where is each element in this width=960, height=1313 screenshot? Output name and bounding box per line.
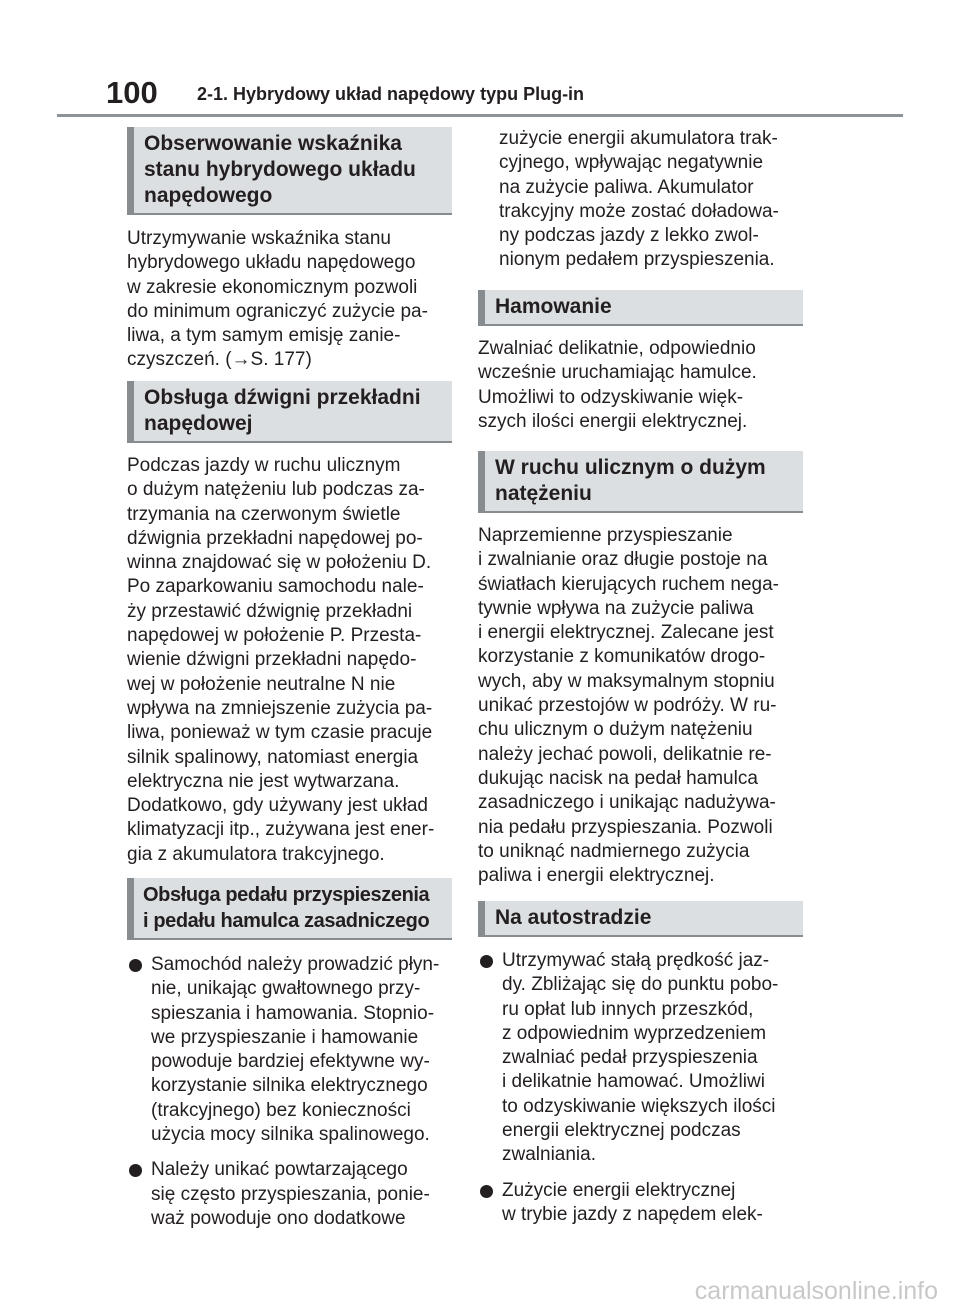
section-heading: Na autostradzie [478, 901, 803, 937]
list-item: Utrzymywać stałą prędkość jaz- dy. Zbliżając się do punktu pobo- ru opłat lub innych przeszkód, z odpowiednim wyprzedzeniem zwalniać pedał przyspieszenia i delikatnie hamować. Umożliwi to odzyskiwanie większych ilości energii elektrycznej podczas zwalniania. [478, 949, 803, 1168]
page-number: 100 [106, 75, 158, 110]
section-heading: Obsługa dźwigni przekładni napędowej [127, 381, 452, 443]
section-heading: Obsługa pedału przyspieszenia i pedału hamulca zasadniczego [127, 878, 452, 940]
list-item: Należy unikać powtarzającego się często przyspieszania, ponie- waż powoduje ono dodatkowe [127, 1158, 452, 1231]
bullet-list [127, 953, 452, 1231]
section-heavy-traffic [478, 451, 803, 888]
bullet-list [478, 949, 803, 1227]
list-item: Zużycie energii elektrycznej w trybie jazdy z napędem elek- [478, 1179, 803, 1228]
section-heading: Hamowanie [478, 290, 803, 326]
chapter-title: 2-1. Hybrydowy układ napędowy typu Plug-in [197, 84, 585, 104]
section-pedals [127, 878, 452, 1242]
list-item: Samochód należy prowadzić płyn- nie, unikając gwałtownego przy- spieszania i hamowania. Stopnio- we przyspieszanie i hamowanie powoduje bardziej efektywne wy- korzystanie silnika elektrycznego (trakcyjnego) bez konieczności użycia mocy silnika spalinowego. [127, 953, 452, 1147]
section-state-indicator [127, 127, 452, 373]
page-header [0, 0, 960, 120]
header-rule [57, 114, 903, 117]
continuation-text: zużycie energii akumulatora trak- cyjnego, wpływając negatywnie na zużycie paliwa. Akumulator trakcyjny może zostać doładowa- ny podczas jazdy z lekko zwol- nionym pedałem przyspieszenia. [499, 128, 779, 271]
section-text: Zwalniać delikatnie, odpowiednio wcześnie uruchamiając hamulce. Umożliwi to odzyskiwanie więk- szych ilości energii elektrycznej. [478, 338, 757, 432]
section-braking [478, 290, 803, 434]
section-text: Utrzymywanie wskaźnika stanu hybrydowego układu napędowego w zakresie ekonomicznym pozwoli do minimum ograniczyć zużycie pa- liwa, a tym samym emisję zanie- czyszczeń. (→S. 177) [127, 228, 428, 371]
section-highway [478, 901, 803, 1238]
section-shift-lever [127, 381, 452, 867]
continuation-block [499, 127, 803, 273]
section-text: Podczas jazdy w ruchu ulicznym o dużym natężeniu lub podczas za- trzymania na czerwonym świetle dźwignia przekładni napędowej po- winna znajdować się w położeniu D. Po zaparkowaniu samochodu nale- ży przestawić dźwignię przekładni napędowej w położenie P. Przesta- wienie dźwigni przekładni napędo- wej w położenie neutralne N nie wpływa na zmniejszenie zużycia pa- liwa, ponieważ w tym czasie pracuje silnik spalinowy, natomiast energia elektryczna nie jest wytwarzana. Dodatkowo, gdy używany jest układ klimatyzacji itp., zużywana jest ener- gia z akumulatora trakcyjnego. [127, 455, 435, 865]
section-text: Naprzemienne przyspieszanie i zwalnianie oraz długie postoje na światłach kierujących ruchem nega- tywnie wpływa na zużycie paliwa i energii elektrycznej. Zalecane jest korzystanie z komunikatów drogo- wych, aby w maksymalnym stopniu unikać przestojów w podróży. W ru- chu ulicznym o dużym natężeniu należy jechać powoli, delikatnie re- dukując nacisk na pedał hamulca zasadniczego i unikając nadużywa- nia pedału przyspieszania. Pozwoli to uniknąć nadmiernego zużycia paliwa i energii elektrycznej. [478, 525, 779, 887]
section-heading: W ruchu ulicznym o dużym natężeniu [478, 451, 803, 513]
section-heading: Obserwowanie wskaźnika stanu hybrydowego układu napędowego [127, 127, 452, 215]
watermark: carmanualsonline.info [694, 1277, 938, 1305]
